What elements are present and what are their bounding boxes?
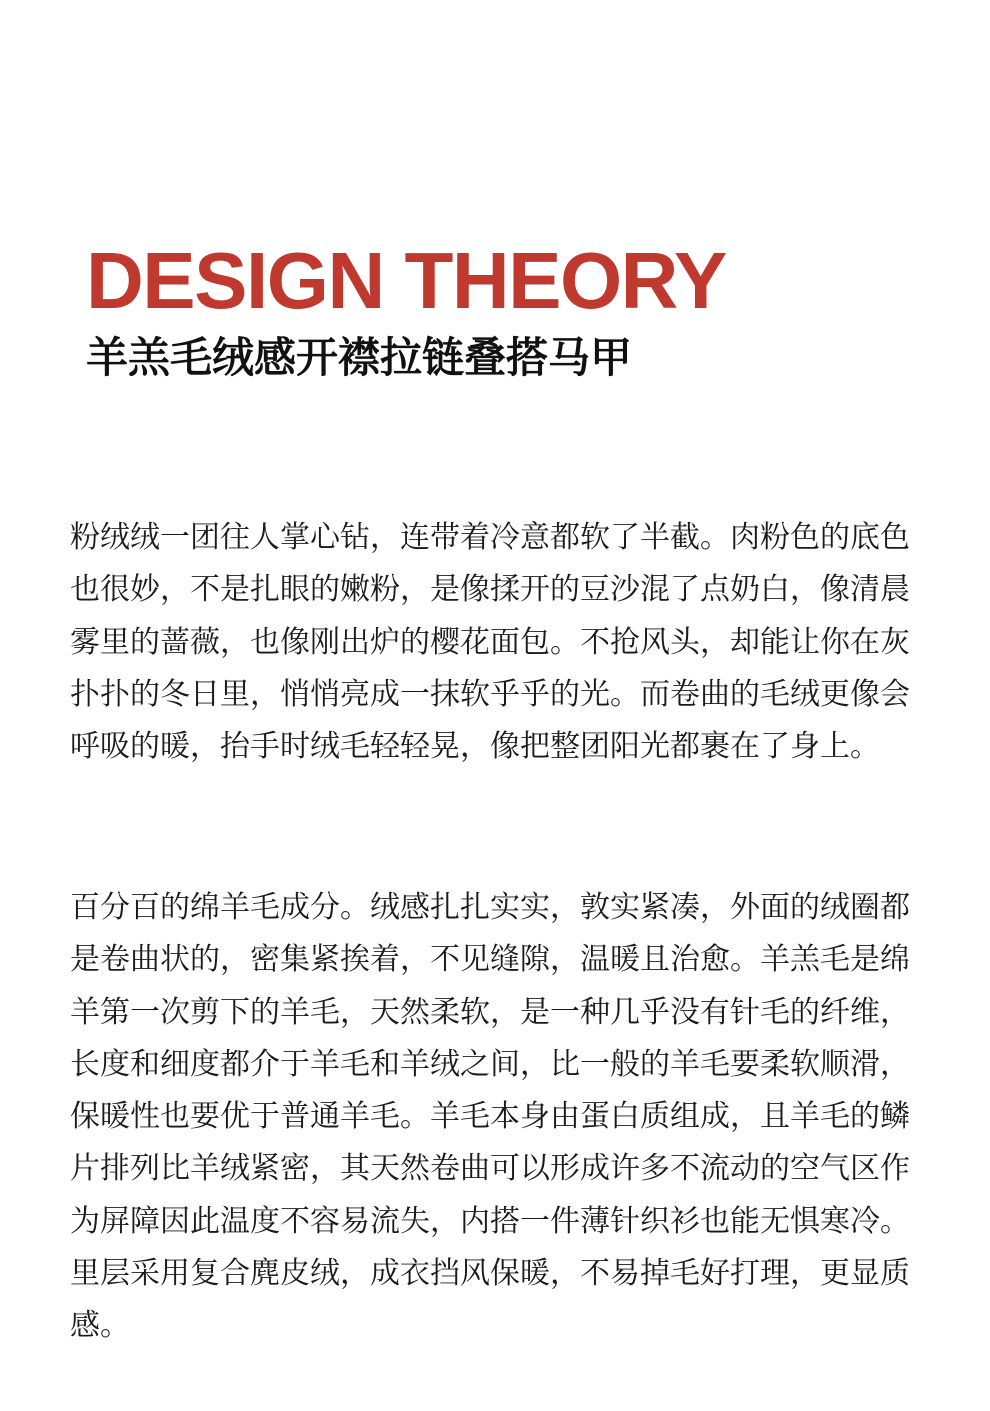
description-paragraph-material: 百分百的绵羊毛成分。绒感扎扎实实，敦实紧凑，外面的绒圈都是卷曲状的，密集紧挨着，不见缝隙，温暖且治愈。羊羔毛是绵羊第一次剪下的羊毛，天然柔软，是一种几乎没有针毛的纤维，长度和细度都介于羊毛和羊绒之间，比一般的羊毛要柔软顺滑，保暖性也要优于普通羊毛。羊毛本身由蛋白质组成，且羊毛的鳞片排列比羊绒紧密，其天然卷曲可以形成许多不流动的空气区作为屏障因此温度不容易流失，内搭一件薄针织衫也能无惧寒冷。里层采用复合麂皮绒，成衣挡风保暖，不易掉毛好打理，更显质感。 (70, 890, 910, 1344)
description-paragraph-color: 粉绒绒一团往人掌心钻，连带着冷意都软了半截。肉粉色的底色也很妙，不是扎眼的嫩粉，是像揉开的豆沙混了点奶白，像清晨雾里的蔷薇，也像刚出炉的樱花面包。不抢风头，却能让你在灰扑扑的冬日里，悄悄亮成一抹软乎乎的光。而卷曲的毛绒更像会呼吸的暖，抬手时绒毛轻轻晃，像把整团阳光都裹在了身上。 (70, 520, 910, 765)
page-title: DESIGN THEORY (86, 236, 726, 325)
product-name: 羊羔毛绒感开襟拉链叠搭马甲 (86, 333, 633, 382)
